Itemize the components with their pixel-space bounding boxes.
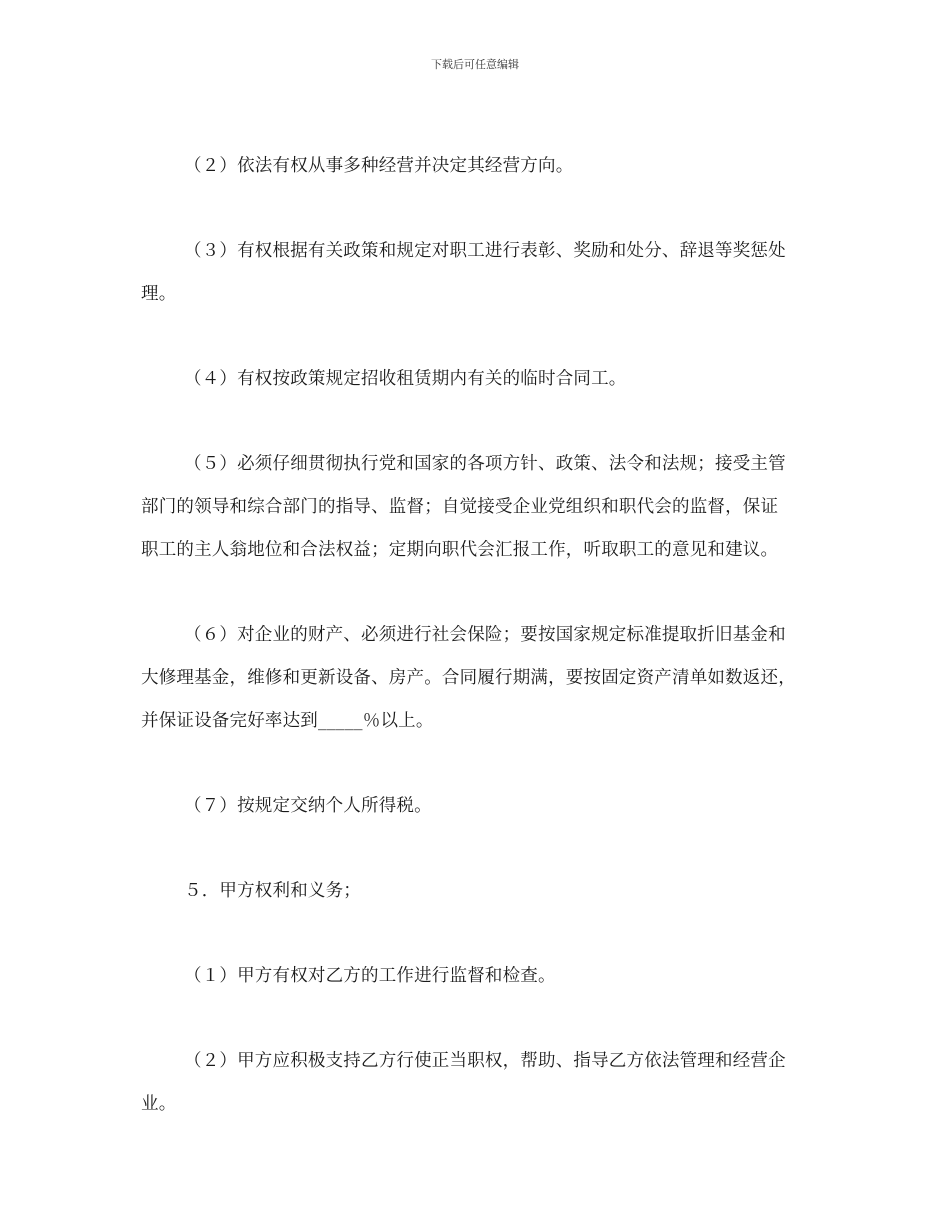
paragraph-7-tax-duty: [141, 785, 821, 828]
paragraph-line: 大修理基金，维修和更新设备、房产。合同履行期满，要按固定资产清单如数返还，: [141, 668, 796, 688]
paragraph-line: （１）甲方有权对乙方的工作进行监督和检查。: [184, 966, 556, 986]
paragraph-2-business-rights: [141, 145, 821, 188]
paragraph-line: （３）有权根据有关政策和规定对职工进行表彰、奖励和处分、辞退等奖惩处: [184, 241, 786, 261]
paragraph-line: 理。: [141, 284, 177, 304]
paragraph-line: （２）甲方应积极支持乙方行使正当职权，帮助、指导乙方依法管理和经营企: [184, 1051, 786, 1071]
paragraph-1-party-a-supervision: [141, 955, 821, 998]
paragraph-line: （６）对企业的财产、必须进行社会保险；要按国家规定标准提取折旧基金和: [184, 625, 786, 645]
paragraph-3-reward-rights: [141, 230, 821, 316]
paragraph-2-party-a-support: [141, 1040, 821, 1126]
paragraph-line: 职工的主人翁地位和合法权益；定期向职代会汇报工作，听取职工的意见和建议。: [141, 540, 779, 560]
paragraph-5-policy-duties: [141, 443, 821, 572]
paragraph-line: 业。: [141, 1094, 177, 1114]
section-5-heading: [141, 870, 821, 913]
paragraph-4-hiring-rights: [141, 358, 821, 401]
paragraph-line: 部门的领导和综合部门的指导、监督；自觉接受企业党组织和职代会的监督，保证: [141, 497, 779, 517]
paragraph-line: （７）按规定交纳个人所得税。: [184, 796, 432, 816]
paragraph-line: （４）有权按政策规定招收租赁期内有关的临时合同工。: [184, 369, 627, 389]
paragraph-line: （２）依法有权从事多种经营并决定其经营方向。: [184, 156, 574, 176]
paragraph-line: 并保证设备完好率达到_____％以上。: [141, 711, 434, 731]
page-header: 下载后可任意编辑: [431, 58, 519, 71]
paragraph-6-property-duties: [141, 614, 821, 743]
paragraph-line: （５）必须仔细贯彻执行党和国家的各项方针、政策、法令和法规；接受主管: [184, 454, 786, 474]
paragraph-line: ５．甲方权利和义务；: [184, 881, 361, 901]
